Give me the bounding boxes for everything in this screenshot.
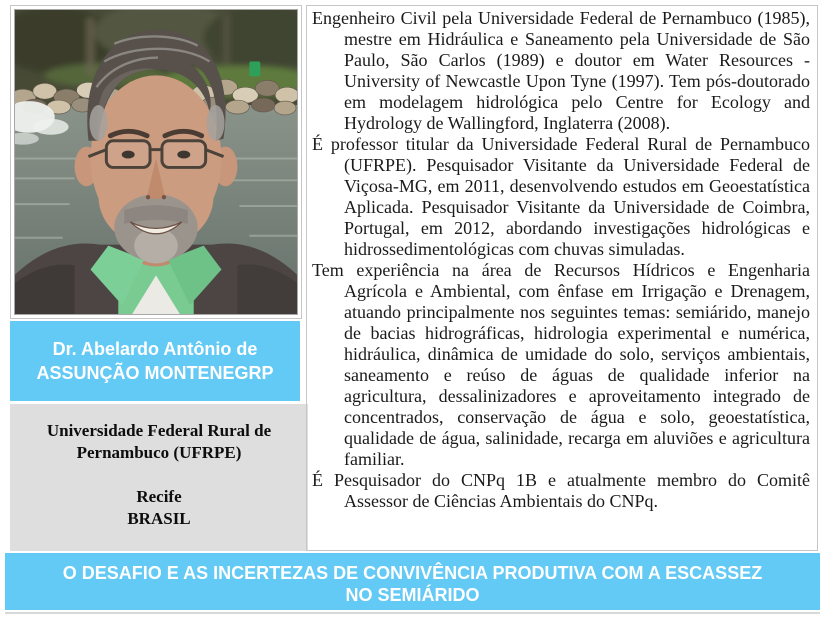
- portrait-photo: [14, 9, 298, 315]
- country: BRASIL: [127, 509, 191, 528]
- city: Recife: [136, 487, 182, 506]
- affiliation-box: [10, 404, 308, 551]
- speaker-name-line1: Dr. Abelardo Antônio de: [52, 339, 258, 359]
- talk-title-banner: [5, 553, 820, 610]
- institution: Universidade Federal Rural de Pernambuco (UFRPE): [46, 421, 272, 462]
- speaker-name-box: [10, 321, 300, 401]
- speaker-name-line2: ASSUNÇÃO MONTENEGRP: [36, 363, 274, 383]
- photo-cell: [10, 5, 302, 319]
- bio-paragraph: É Pesquisador do CNPq 1B e atualmente membro do Comitê Assessor de Ciências Ambientais do CNPq.: [312, 470, 810, 511]
- talk-title-line1: O DESAFIO E AS INCERTEZAS DE CONVIVÊNCIA PRODUTIVA COM A ESCASSEZ: [62, 563, 763, 583]
- bio-paragraph: É professor titular da Universidade Federal Rural de Pernambuco (UFRPE). Pesquisador Visitante da Universidade Federal de Viçosa-MG, em 2011, desenvolvendo estudos em Geoestatística Aplicada. Pesquisador Visitante da Universidade de Coimbra, Portugal, em 2012, abordando investigações hidrológicas e hidrossedimentológicas com chuvas simuladas.: [312, 134, 810, 259]
- talk-title-line2: NO SEMIÁRIDO: [345, 585, 480, 605]
- bottom-divider: [5, 612, 820, 614]
- bio-paragraph: Tem experiência na área de Recursos Hídricos e Engenharia Agrícola e Ambiental, com ênfase em Irrigação e Drenagem, atuando principalmente nos seguintes temas: semiárido, manejo de bacias hidrográficas, hidrologia experimental e numérica, hidráulica, dinâmica de umidade do solo, serviços ambientais, saneamento e reúso de águas de qualidade inferior na agricultura, dessalinizadores e aproveitamento integrado de concentrados, conservação de água e solo, geoestatística, qualidade de água, salinidade, recarga em aluviões e agricultura familiar.: [312, 260, 810, 469]
- bio-paragraph: Engenheiro Civil pela Universidade Federal de Pernambuco (1985), mestre em Hidráulica e Saneamento pela Universidade de São Paulo, São Carlos (1989) e doutor em Water Resources - University of Newcastle Upon Tyne (1997). Tem pós-doutorado em modelagem hidrológica pelo Centre for Ecology and Hydrology de Wallingford, Inglaterra (2008).: [312, 8, 810, 133]
- biography: [306, 5, 818, 551]
